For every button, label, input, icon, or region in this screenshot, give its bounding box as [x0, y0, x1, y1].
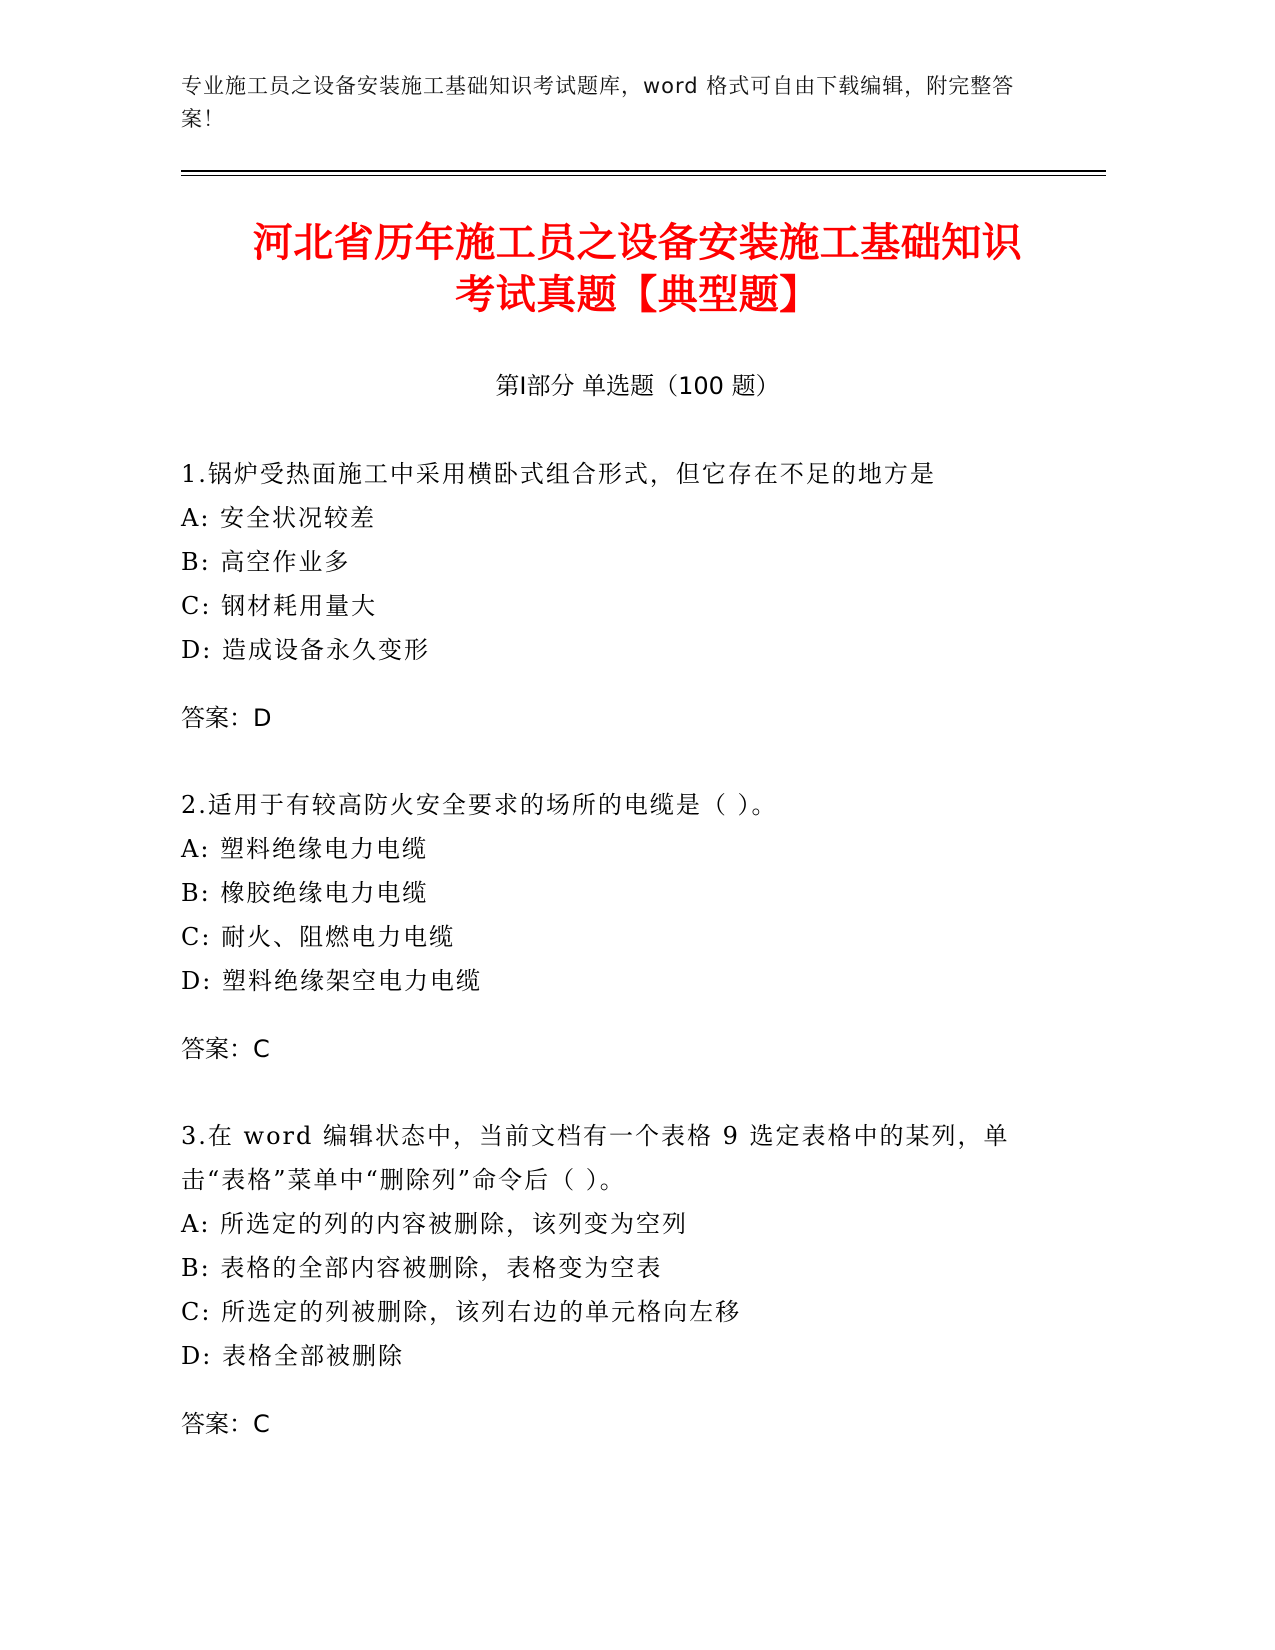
option-b: B: 表格的全部内容被删除，表格变为空表: [181, 1254, 663, 1282]
option-c: C: 所选定的列被删除，该列右边的单元格向左移: [181, 1298, 742, 1326]
option-d: D: 造成设备永久变形: [181, 636, 430, 664]
document-title: [150, 217, 1125, 321]
title-line-1: 河北省历年施工员之设备安装施工基础知识: [252, 220, 1023, 266]
question-2: [181, 783, 1041, 1071]
header-rule-thick: [181, 170, 1106, 172]
question-stem: 3.在 word 编辑状态中，当前文档有一个表格 9 选定表格中的某列，单击“表格”菜单中“删除列”命令后（ ）。: [181, 1122, 1010, 1194]
title-line-2: 考试真题【典型题】: [455, 272, 820, 318]
question-list: [181, 452, 1041, 1489]
option-b: B: 高空作业多: [181, 548, 351, 576]
option-d: D: 塑料绝缘架空电力电缆: [181, 967, 482, 995]
answer: 答案：C: [181, 1410, 270, 1438]
option-a: A: 所选定的列的内容被删除，该列变为空列: [181, 1210, 689, 1238]
option-c: C: 钢材耗用量大: [181, 592, 378, 620]
option-d: D: 表格全部被删除: [181, 1342, 404, 1370]
option-c: C: 耐火、阻燃电力电缆: [181, 923, 456, 951]
answer: 答案：C: [181, 1035, 270, 1063]
question-1: [181, 452, 1041, 740]
question-stem: 2.适用于有较高防火安全要求的场所的电缆是（ ）。: [181, 791, 778, 819]
question-3: [181, 1114, 1041, 1446]
option-a: A: 塑料绝缘电力电缆: [181, 835, 429, 863]
header-note: 专业施工员之设备安装施工基础知识考试题库，word 格式可自由下载编辑，附完整答案！: [181, 74, 1015, 131]
option-a: A: 安全状况较差: [181, 504, 377, 532]
header-rule-thin: [181, 175, 1106, 176]
option-b: B: 橡胶绝缘电力电缆: [181, 879, 429, 907]
answer: 答案：D: [181, 704, 272, 732]
section-title: 第Ⅰ部分 单选题（100 题）: [495, 372, 780, 400]
question-stem: 1.锅炉受热面施工中采用横卧式组合形式，但它存在不足的地方是: [181, 460, 936, 488]
